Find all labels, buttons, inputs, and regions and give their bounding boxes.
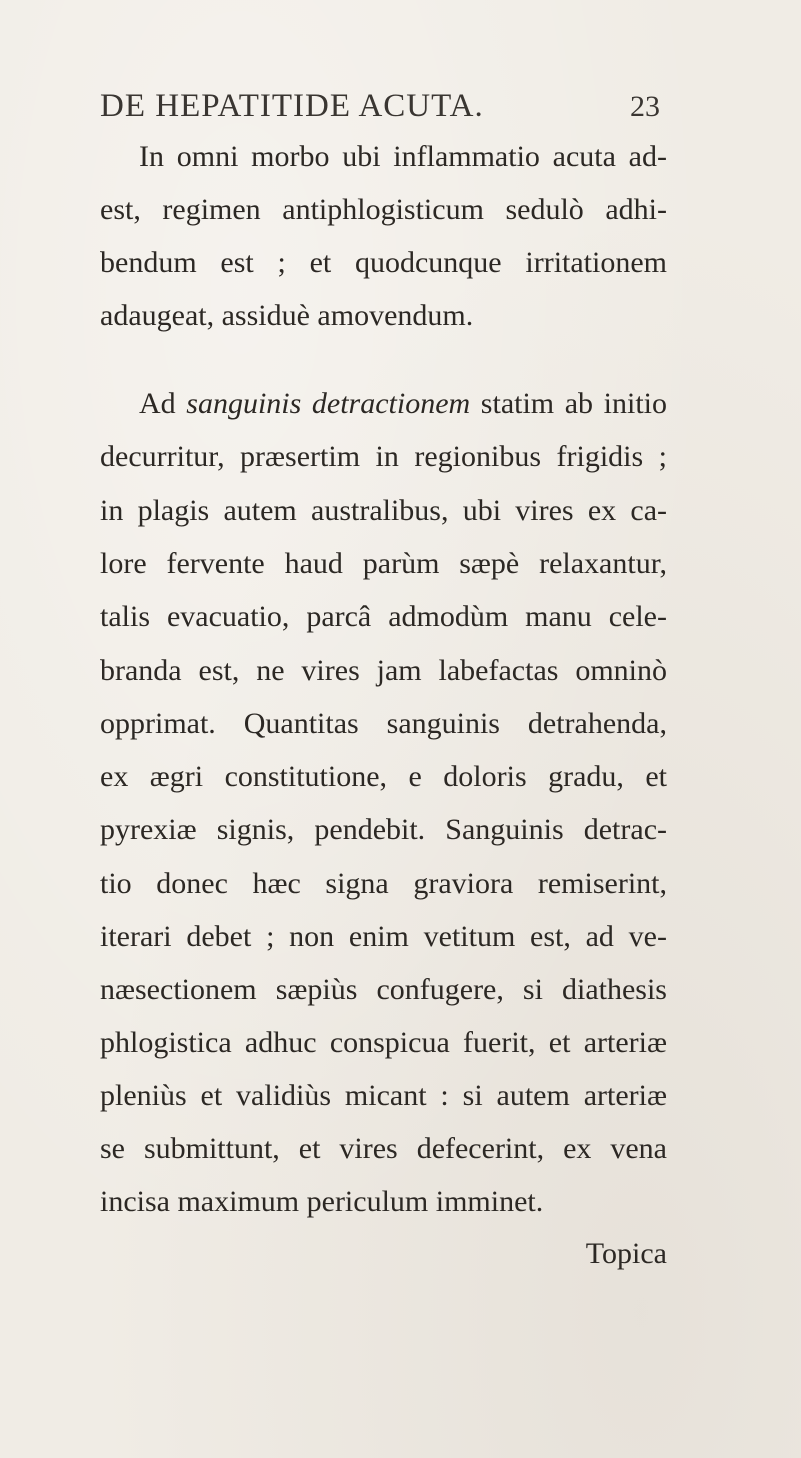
- text-run: statim ab initio: [470, 387, 667, 420]
- text-run: Ad: [139, 387, 187, 420]
- text-line: talis evacuatio, parcâ admodùm manu cele-: [100, 600, 667, 633]
- catchword: Topica: [585, 1237, 667, 1270]
- text-line: se submittunt, et vires defecerint, ex vena: [100, 1132, 667, 1165]
- text-line: In omni morbo ubi inflammatio acuta ad-: [139, 140, 667, 173]
- page-number: 23: [630, 90, 660, 123]
- text-line: iterari debet ; non enim vetitum est, ad ve-: [100, 920, 667, 953]
- running-head: [100, 88, 660, 124]
- text-line: adaugeat, assiduè amovendum.: [100, 299, 474, 332]
- text-line: tio donec hæc signa graviora remiserint,: [100, 867, 667, 900]
- italic-phrase: sanguinis detractionem: [186, 387, 471, 420]
- text-line: in plagis autem australibus, ubi vires ex ca-: [100, 494, 667, 527]
- text-line: pyrexiæ signis, pendebit. Sanguinis detrac-: [100, 813, 667, 846]
- text-line: decurritur, præsertim in regionibus frigidis ;: [100, 440, 667, 473]
- text-line: ex ægri constitutione, e doloris gradu, et: [100, 760, 667, 793]
- running-title: DE HEPATITIDE ACUTA.: [100, 88, 484, 124]
- text-line: incisa maximum periculum imminet.: [100, 1185, 544, 1218]
- text-line: est, regimen antiphlogisticum sedulò adhi-: [100, 193, 667, 226]
- text-line: opprimat. Quantitas sanguinis detrahenda,: [100, 707, 667, 740]
- text-line: pleniùs et validiùs micant : si autem arteriæ: [100, 1079, 667, 1112]
- text-line: phlogistica adhuc conspicua fuerit, et arteriæ: [100, 1026, 667, 1059]
- text-line: [139, 386, 667, 422]
- text-line: næsectionem sæpiùs confugere, si diathesis: [100, 973, 667, 1006]
- text-line: lore fervente haud parùm sæpè relaxantur,: [100, 547, 667, 580]
- text-line: branda est, ne vires jam labefactas omninò: [100, 654, 667, 687]
- text-line: bendum est ; et quodcunque irritationem: [100, 246, 667, 279]
